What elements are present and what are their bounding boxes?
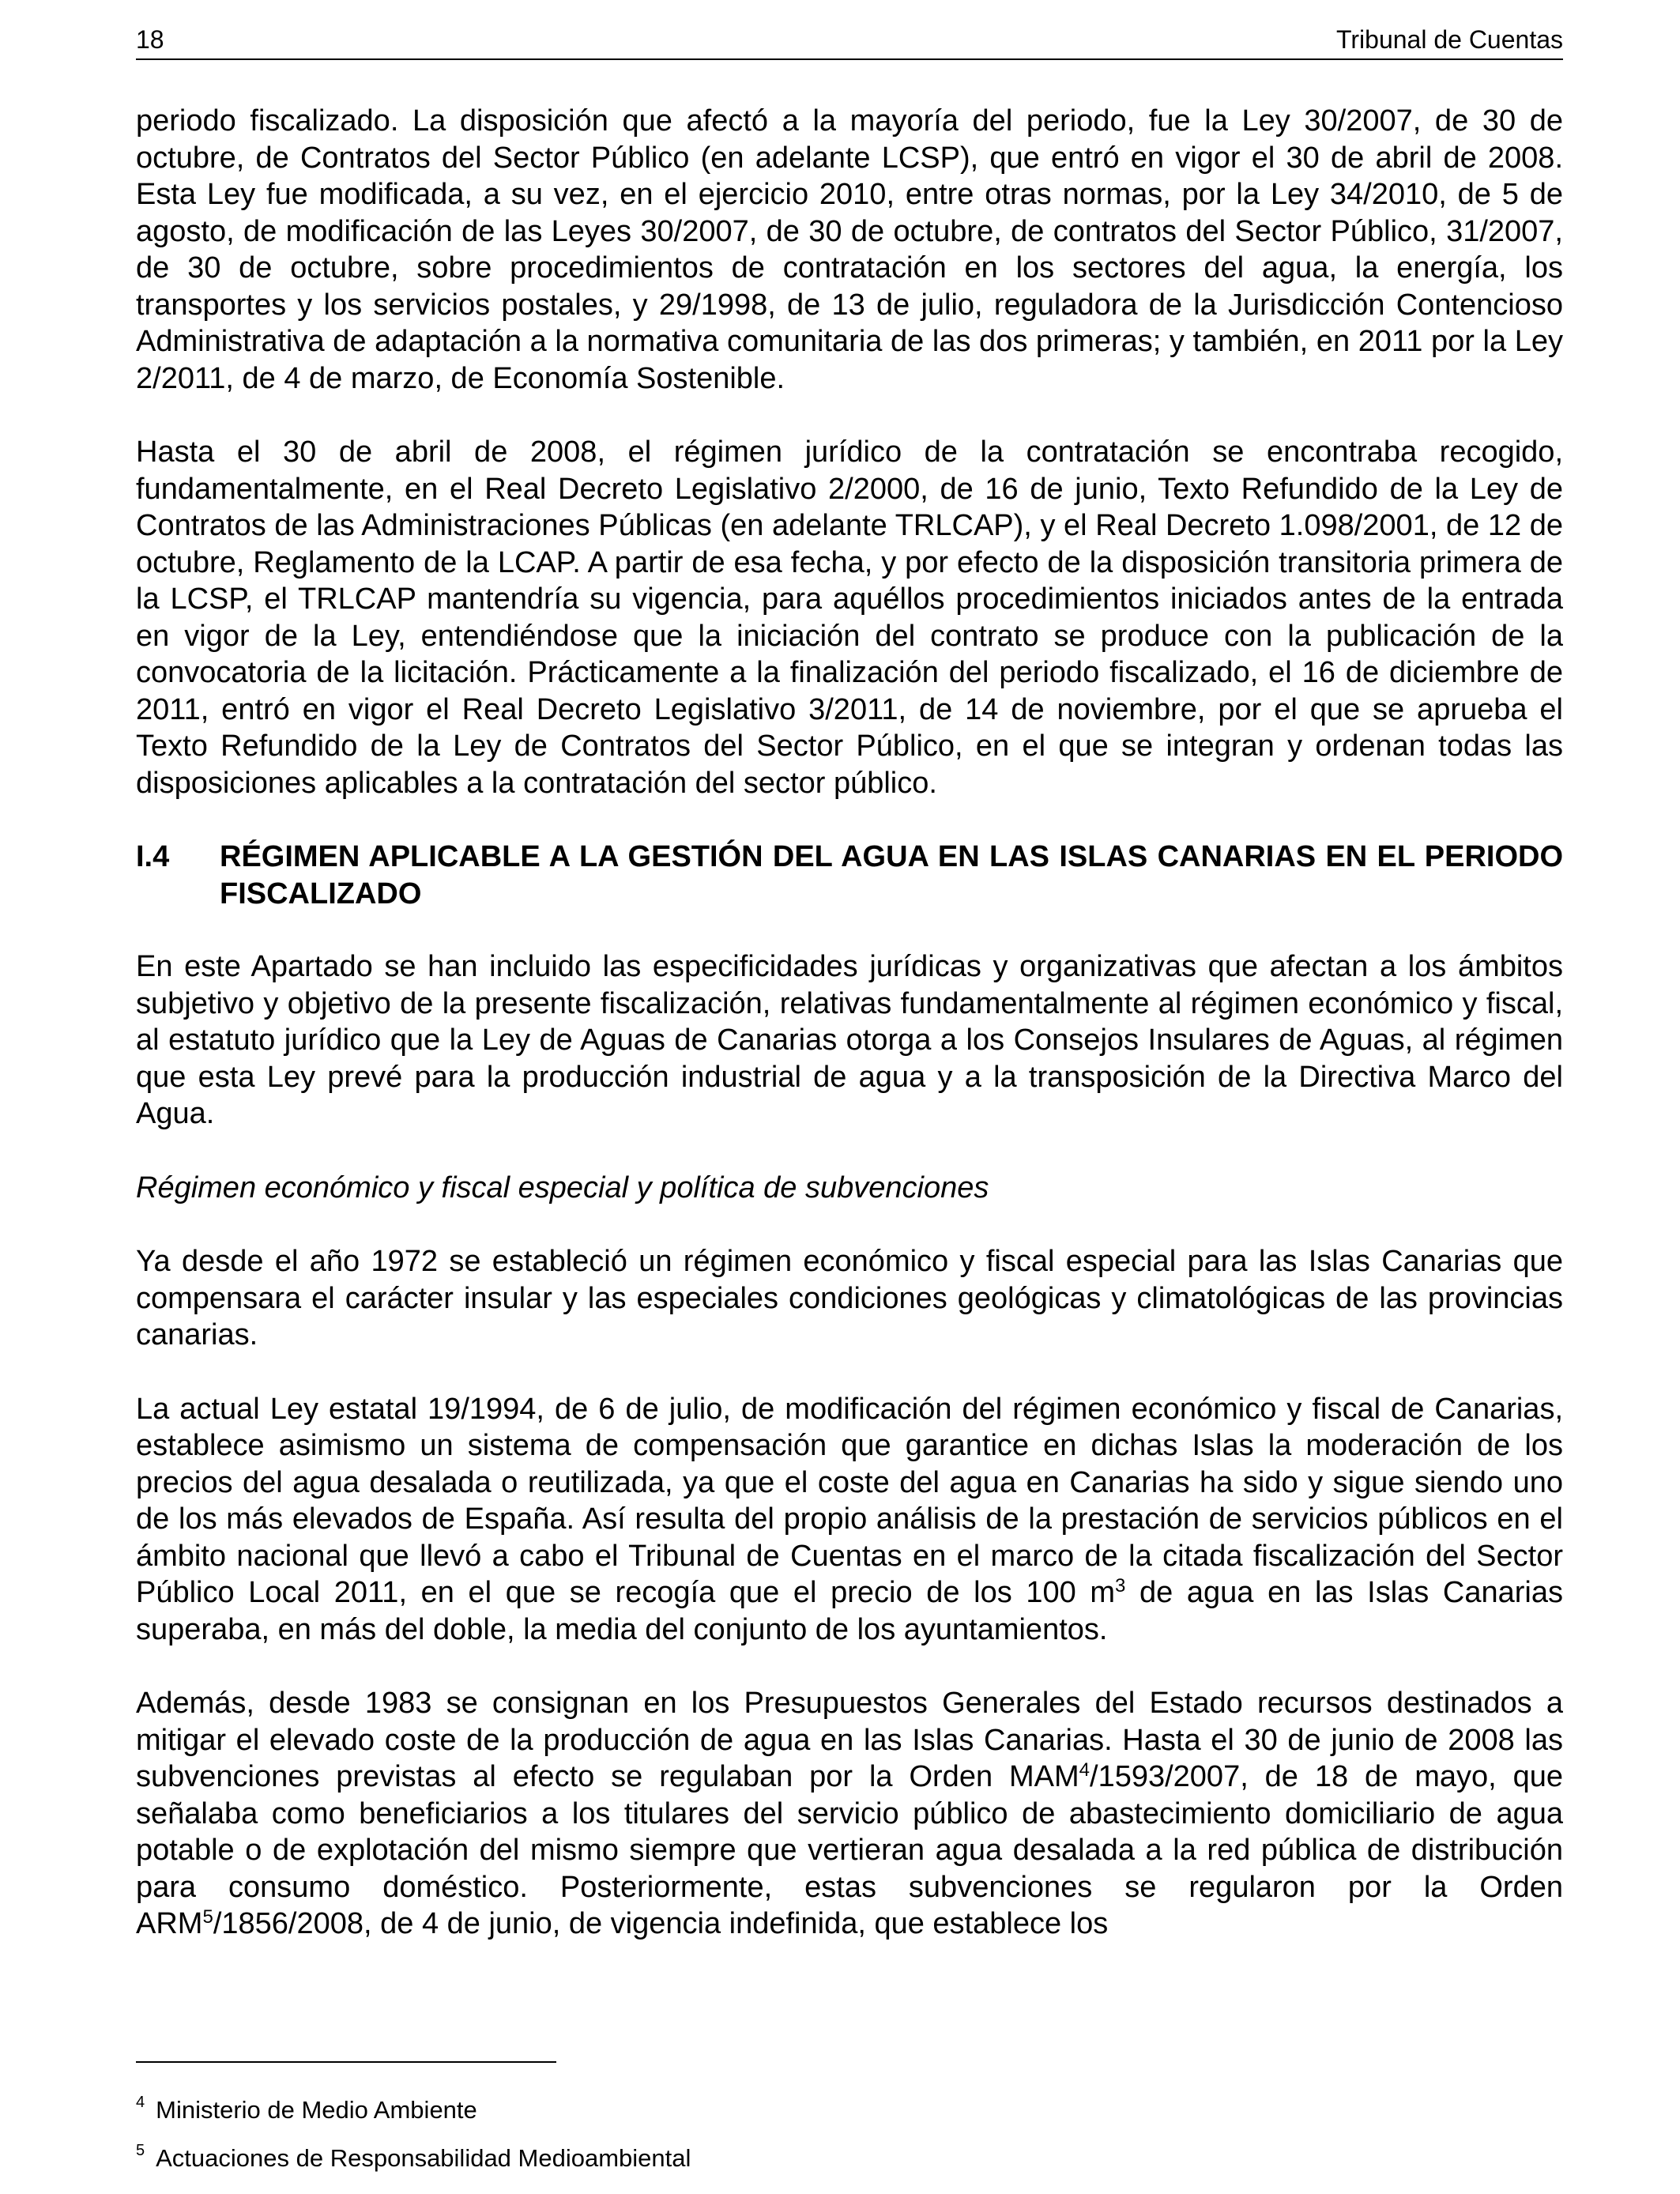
footnote-divider [136,2061,556,2063]
footnote-4 [136,2096,477,2124]
paragraph-trlcap-regime: Hasta el 30 de abril de 2008, el régimen jurídico de la contratación se encontraba recogido, fundamentalmente, en el Real Decreto Legislativo 2/2000, de 16 de junio, Texto Refundido de la Ley de Contratos de las Administraciones Públicas (en adelante TRLCAP), y el Real Decreto 1.098/2001, de 12 de octubre, Reglamento de la LCAP. A partir de esa fecha, y por efecto de la disposición transitoria primera de la LCSP, el TRLCAP mantendría su vigencia, para aquéllos procedimientos iniciados antes de la entrada en vigor de la Ley, entendiéndose que la iniciación del contrato se produce con la publicación de la convocatoria de la licitación. Prácticamente a la finalización del periodo fiscalizado, el 16 de diciembre de 2011, entró en vigor el Real Decreto Legislativo 3/2011, de 14 de noviembre, por el que se aprueba el Texto Refundido de la Ley de Contratos del Sector Público, en el que se integran y ordenan todas las disposiciones aplicables a la contratación del sector público. [136,435,1563,800]
footnote-mark: 5 [136,2142,145,2159]
footnote-text: Ministerio de Medio Ambiente [156,2096,477,2124]
paragraph-1972-regime: Ya desde el año 1972 se estableció un régimen económico y fiscal especial para las Islas Canarias que compensara el carácter insular y las especiales condiciones geológicas y climatológicas de las provincias canarias. [136,1245,1563,1351]
text-run: de agua en las Islas Canarias superaba, en más del doble, la media del conjunto de los ayuntamientos. [136,1576,1564,1646]
running-title: Tribunal de Cuentas [1336,25,1563,54]
page-number: 18 [136,25,164,54]
footnote-mark: 4 [136,2094,145,2111]
section-number: I.4 [136,840,170,873]
superscript-cubic: 3 [1115,1574,1126,1596]
footnote-ref-5[interactable]: 5 [202,1906,213,1928]
text-run: La actual Ley estatal 19/1994, de 6 de julio, de modificación del régimen económico y fiscal de Canarias, establece asimismo un sistema de compensación que garantice en dichas Islas la moderación de los precios del agua desalada o reutilizada, ya que el coste del agua en Canarias ha sido y sigue siendo uno de los más elevados de España. Así resulta del propio análisis de la prestación de servicios públicos en el ámbito nacional que llevó a cabo el Tribunal de Cuentas en el marco de la citada fiscalización del Sector Público Local 2011, en el que se recogía que el precio de los 100 m [136,1392,1563,1609]
text-run: /1856/2008, de 4 de junio, de vigencia indefinida, que establece los [213,1907,1109,1940]
footnote-text: Actuaciones de Responsabilidad Medioambiental [156,2144,691,2172]
section-title: RÉGIMEN APLICABLE A LA GESTIÓN DEL AGUA EN LAS ISLAS CANARIAS EN EL PERIODO FISCALIZADO [220,840,1563,910]
text-run: Además, desde 1983 se consignan en los Presupuestos Generales del Estado recursos destinados a mitigar el elevado coste de la producción de agua en las Islas Canarias. Hasta el 30 de junio de 2008 las subvenciones previstas al efecto se regulaban por la Orden MAM [136,1687,1563,1793]
text-run: /1593/2007, de 18 de mayo, que señalaba como beneficiarios a los titulares del servicio público de abastecimiento domiciliario de agua potable o de explotación del mismo siempre que vertieran agua desalada a la red pública de distribución para consumo doméstico. Posteriormente, estas subvenciones se regularon por la Orden ARM [136,1760,1563,1940]
footnote-ref-4[interactable]: 4 [1079,1759,1090,1781]
section-heading [136,839,1563,912]
paragraph-law-19-1994 [136,1391,1563,1649]
paragraph-legal-framework: periodo fiscalizado. La disposición que afectó a la mayoría del periodo, fue la Ley 30/2007, de 30 de octubre, de Contratos del Sector Público (en adelante LCSP), que entró en vigor el 30 de abril de 2008. Esta Ley fue modificada, a su vez, en el ejercicio 2010, entre otras normas, por la Ley 34/2010, de 5 de agosto, de modificación de las Leyes 30/2007, de 30 de octubre, de contratos del Sector Público, 31/2007, de 30 de octubre, sobre procedimientos de contratación en los sectores del agua, la energía, los transportes y los servicios postales, y 29/1998, de 13 de julio, reguladora de la Jurisdicción Contencioso Administrativa de adaptación a la normativa comunitaria de las dos primeras; y también, en 2011 por la Ley 2/2011, de 4 de marzo, de Economía Sostenible. [136,104,1563,395]
page-header [136,24,1563,60]
document-body [136,103,1563,1980]
footnote-5 [136,2144,691,2173]
paragraph-section-intro: En este Apartado se han incluido las especificidades jurídicas y organizativas que afectan a los ámbitos subjetivo y objetivo de la presente fiscalización, relativas fundamentalmente al régimen económico y fiscal, al estatuto jurídico que la Ley de Aguas de Canarias otorga a los Consejos Insulares de Aguas, al régimen que esta Ley prevé para la producción industrial de agua y a la transposición de la Directiva Marco del Agua. [136,950,1563,1130]
subheading-economic-regime: Régimen económico y fiscal especial y política de subvenciones [136,1171,989,1204]
paragraph-subsidies [136,1685,1563,1943]
